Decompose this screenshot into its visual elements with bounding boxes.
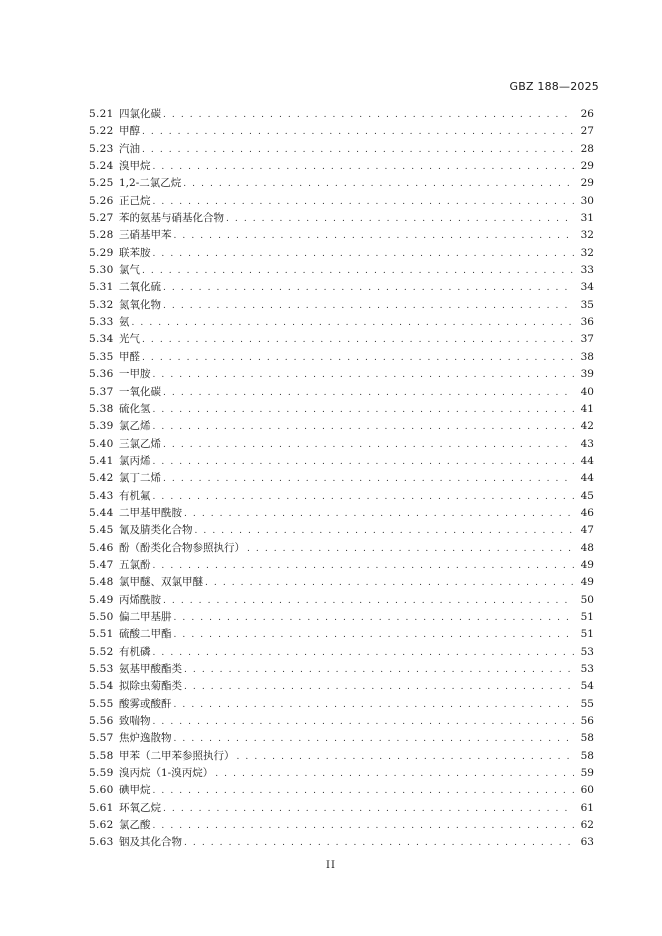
toc-entry-title: 二氧化硫	[119, 281, 161, 294]
toc-entry[interactable]	[89, 245, 594, 262]
toc-entry-title: 四氯化碳	[119, 108, 161, 120]
toc-dot-leader	[142, 142, 574, 159]
toc-entry-title: 氯丁二烯	[119, 472, 161, 485]
toc-dot-leader	[247, 541, 574, 558]
toc-entry-title: 汽油	[119, 142, 140, 155]
toc-entry[interactable]	[89, 331, 594, 348]
toc-entry-number: 5.37	[89, 385, 114, 398]
toc-entry-page: 63	[580, 836, 594, 849]
toc-entry-title: 氯丙烯	[119, 454, 151, 467]
toc-entry-number: 5.31	[89, 281, 114, 294]
toc-entry-title: 溴甲烷	[119, 160, 151, 173]
toc-entry-title: 致喘物	[119, 715, 151, 728]
toc-entry[interactable]	[89, 678, 594, 695]
toc-dot-leader	[195, 523, 575, 540]
toc-entry[interactable]	[89, 349, 594, 366]
toc-entry[interactable]	[89, 696, 594, 713]
toc-entry[interactable]	[89, 800, 594, 817]
toc-dot-leader	[153, 367, 575, 384]
toc-entry-title: 碘甲烷	[119, 784, 151, 797]
toc-dot-leader	[237, 749, 575, 766]
toc-entry-page: 38	[580, 350, 594, 363]
toc-entry-number: 5.26	[89, 194, 114, 207]
toc-entry-number: 5.24	[89, 160, 114, 173]
toc-entry[interactable]	[89, 470, 594, 487]
toc-entry[interactable]	[89, 609, 594, 626]
toc-entry-number: 5.36	[89, 368, 114, 381]
toc-entry-number: 5.39	[89, 420, 114, 433]
toc-entry-number: 5.63	[89, 836, 114, 849]
toc-entry-page: 39	[580, 368, 594, 381]
toc-dot-leader	[153, 246, 575, 263]
toc-entry[interactable]	[89, 522, 594, 539]
toc-dot-leader	[184, 679, 574, 696]
toc-entry-page: 61	[580, 801, 594, 814]
toc-dot-leader	[153, 402, 575, 419]
toc-entry[interactable]	[89, 141, 594, 158]
toc-entry[interactable]	[89, 488, 594, 505]
toc-entry-title: 氯甲醚、双氯甲醚	[119, 576, 203, 589]
toc-entry[interactable]	[89, 297, 594, 314]
toc-dot-leader	[153, 645, 575, 662]
toc-entry[interactable]	[89, 574, 594, 591]
toc-entry-number: 5.29	[89, 246, 114, 259]
toc-entry-page: 32	[580, 229, 594, 242]
toc-entry-title: 有机氟	[119, 489, 151, 502]
toc-entry-title: 酸雾或酸酐	[119, 697, 172, 710]
toc-entry[interactable]	[89, 314, 594, 331]
toc-entry-page: 30	[580, 194, 594, 207]
toc-dot-leader	[163, 593, 574, 610]
toc-entry-number: 5.43	[89, 489, 114, 502]
toc-entry[interactable]	[89, 193, 594, 210]
toc-entry-title: 三硝基甲苯	[119, 229, 172, 242]
toc-entry[interactable]	[89, 540, 594, 557]
toc-entry-number: 5.59	[89, 767, 114, 780]
toc-entry[interactable]	[89, 626, 594, 643]
toc-dot-leader	[174, 627, 575, 644]
toc-entry-title: 拟除虫菊酯类	[119, 680, 182, 693]
toc-entry[interactable]	[89, 175, 594, 192]
toc-entry-number: 5.34	[89, 333, 114, 346]
toc-entry[interactable]	[89, 661, 594, 678]
toc-entry-title: 氨	[119, 316, 130, 329]
toc-entry[interactable]	[89, 834, 594, 851]
toc-entry[interactable]	[89, 262, 594, 279]
toc-entry-page: 49	[580, 558, 594, 571]
toc-dot-leader	[153, 783, 575, 800]
toc-entry[interactable]	[89, 592, 594, 609]
toc-entry-title: 氯乙酸	[119, 819, 151, 832]
toc-entry-page: 37	[580, 333, 594, 346]
toc-dot-leader	[184, 506, 574, 523]
toc-entry[interactable]	[89, 436, 594, 453]
toc-entry[interactable]	[89, 644, 594, 661]
toc-entry-page: 34	[580, 281, 594, 294]
toc-entry-title: 有机磷	[119, 645, 151, 658]
toc-dot-leader	[163, 107, 574, 124]
toc-entry-title: 环氧乙烷	[119, 801, 161, 814]
toc-dot-leader	[142, 124, 574, 141]
toc-entry-title: 铟及其化合物	[119, 836, 182, 849]
toc-dot-leader	[163, 298, 574, 315]
toc-entry-number: 5.27	[89, 212, 114, 225]
toc-entry-page: 29	[580, 177, 594, 190]
toc-entry[interactable]	[89, 401, 594, 418]
toc-entry-title: 焦炉逸散物	[119, 732, 172, 745]
toc-entry-title: 氯气	[119, 264, 140, 277]
toc-entry[interactable]	[89, 279, 594, 296]
toc-entry-page: 54	[580, 680, 594, 693]
toc-dot-leader	[174, 610, 575, 627]
toc-entry-page: 33	[580, 264, 594, 277]
toc-entry-number: 5.46	[89, 541, 114, 554]
toc-entry-title: 硫酸二甲酯	[119, 628, 172, 641]
toc-entry-page: 31	[580, 212, 594, 225]
toc-entry-title: 氯乙烯	[119, 420, 151, 433]
toc-dot-leader	[184, 835, 574, 852]
toc-entry-title: 正己烷	[119, 194, 151, 207]
toc-entry-page: 46	[580, 506, 594, 519]
toc-dot-leader	[132, 315, 575, 332]
toc-entry-number: 5.30	[89, 264, 114, 277]
toc-entry-title: 酚（酚类化合物参照执行）	[119, 541, 245, 554]
toc-dot-leader	[184, 662, 574, 679]
toc-entry-page: 51	[580, 628, 594, 641]
toc-entry-number: 5.40	[89, 437, 114, 450]
toc-entry-title: 甲醛	[119, 350, 140, 363]
toc-entry-number: 5.57	[89, 732, 114, 745]
toc-dot-leader	[153, 194, 575, 211]
toc-entry-title: 一氧化碳	[119, 385, 161, 398]
toc-entry-number: 5.22	[89, 125, 114, 138]
toc-entry-page: 62	[580, 819, 594, 832]
toc-entry-number: 5.25	[89, 177, 114, 190]
toc-entry[interactable]	[89, 384, 594, 401]
toc-entry[interactable]	[89, 366, 594, 383]
toc-entry-number: 5.45	[89, 524, 114, 537]
toc-entry-page: 53	[580, 645, 594, 658]
toc-entry-page: 35	[580, 298, 594, 311]
toc-entry-page: 50	[580, 593, 594, 606]
toc-dot-leader	[174, 697, 575, 714]
toc-dot-leader	[183, 176, 574, 193]
toc-entry-number: 5.47	[89, 558, 114, 571]
toc-entry[interactable]	[89, 713, 594, 730]
toc-dot-leader	[205, 575, 574, 592]
toc-dot-leader	[215, 766, 574, 783]
toc-entry-page: 27	[580, 125, 594, 138]
toc-dot-leader	[153, 558, 575, 575]
toc-entry-page: 43	[580, 437, 594, 450]
toc-entry-number: 5.33	[89, 316, 114, 329]
toc-entry-title: 甲醇	[119, 125, 140, 138]
toc-entry-number: 5.38	[89, 402, 114, 415]
toc-entry-title: 氨基甲酸酯类	[119, 663, 182, 675]
toc-dot-leader	[142, 263, 574, 280]
toc-dot-leader	[142, 332, 574, 349]
toc-entry-number: 5.35	[89, 350, 114, 363]
toc-entry-page: 59	[580, 767, 594, 780]
toc-entry[interactable]	[89, 782, 594, 799]
toc-entry-title: 五氯酚	[119, 558, 151, 571]
toc-entry-title: 一甲胺	[119, 368, 151, 381]
toc-entry-page: 60	[580, 784, 594, 797]
toc-entry-title: 三氯乙烯	[119, 437, 161, 450]
toc-entry[interactable]	[89, 158, 594, 175]
toc-entry[interactable]	[89, 210, 594, 227]
toc-entry-page: 28	[580, 142, 594, 155]
toc-entry[interactable]	[89, 765, 594, 782]
toc-entry-title: 甲苯（二甲苯参照执行）	[119, 749, 235, 762]
toc-entry-number: 5.50	[89, 610, 114, 623]
toc-entry-title: 联苯胺	[119, 246, 151, 259]
toc-entry-page: 58	[580, 749, 594, 762]
toc-entry-page: 51	[580, 610, 594, 623]
toc-dot-leader	[153, 454, 575, 471]
toc-entry-page: 41	[580, 402, 594, 415]
toc-entry-page: 36	[580, 316, 594, 329]
toc-entry-number: 5.49	[89, 593, 114, 606]
toc-entry-number: 5.60	[89, 784, 114, 797]
toc-dot-leader	[163, 385, 574, 402]
toc-entry-title: 氮氧化物	[119, 298, 161, 311]
toc-entry-number: 5.23	[89, 142, 114, 155]
toc-entry-title: 苯的氨基与硝基化合物	[119, 212, 224, 225]
toc-entry[interactable]	[89, 505, 594, 522]
toc-entry-number: 5.54	[89, 680, 114, 693]
toc-entry-title: 丙烯酰胺	[119, 593, 161, 606]
toc-entry-title: 硫化氢	[119, 402, 151, 415]
toc-entry-number: 5.32	[89, 298, 114, 311]
toc-dot-leader	[153, 489, 575, 506]
toc-entry-number: 5.53	[89, 663, 114, 675]
toc-entry-number: 5.52	[89, 645, 114, 658]
toc-dot-leader	[163, 471, 574, 488]
toc-entry-number: 5.55	[89, 697, 114, 710]
toc-entry-page: 32	[580, 246, 594, 259]
toc-entry-page: 48	[580, 541, 594, 554]
page-number: II	[326, 860, 336, 871]
toc-entry-page: 26	[580, 108, 594, 120]
toc-entry-page: 44	[580, 472, 594, 485]
toc-dot-leader	[163, 280, 574, 297]
toc-entry[interactable]	[89, 106, 594, 123]
toc-dot-leader	[163, 801, 574, 818]
toc-entry-page: 42	[580, 420, 594, 433]
toc-entry[interactable]	[89, 557, 594, 574]
toc-entry-number: 5.21	[89, 108, 114, 120]
toc-entry[interactable]	[89, 730, 594, 747]
toc-entry-page: 56	[580, 715, 594, 728]
toc-entry[interactable]	[89, 453, 594, 470]
toc-entry-number: 5.42	[89, 472, 114, 485]
toc-entry-title: 氰及腈类化合物	[119, 524, 193, 537]
toc-entry-number: 5.51	[89, 628, 114, 641]
toc-entry[interactable]	[89, 418, 594, 435]
toc-dot-leader	[153, 419, 575, 436]
toc-entry[interactable]	[89, 817, 594, 834]
toc-entry-number: 5.48	[89, 576, 114, 589]
toc-entry-number: 5.28	[89, 229, 114, 242]
table-of-contents	[89, 106, 594, 852]
toc-entry-page: 58	[580, 732, 594, 745]
toc-entry-page: 47	[580, 524, 594, 537]
toc-dot-leader	[174, 731, 575, 748]
toc-entry-title: 光气	[119, 333, 140, 346]
toc-entry-page: 29	[580, 160, 594, 173]
toc-entry-title: 二甲基甲酰胺	[119, 506, 182, 519]
toc-dot-leader	[163, 437, 574, 454]
toc-entry-page: 55	[580, 697, 594, 710]
toc-entry[interactable]	[89, 123, 594, 140]
toc-dot-leader	[153, 818, 575, 835]
toc-entry-page: 45	[580, 489, 594, 502]
toc-entry-page: 53	[580, 663, 594, 675]
toc-entry-number: 5.44	[89, 506, 114, 519]
toc-dot-leader	[142, 350, 574, 367]
toc-dot-leader	[153, 714, 575, 731]
toc-dot-leader	[153, 159, 575, 176]
toc-entry-number: 5.61	[89, 801, 114, 814]
toc-entry[interactable]	[89, 748, 594, 765]
toc-entry-title: 溴丙烷（1-溴丙烷）	[119, 767, 214, 780]
toc-dot-leader	[174, 228, 575, 245]
toc-entry-title: 1,2-二氯乙烷	[119, 177, 182, 190]
toc-entry-title: 偏二甲基肼	[119, 610, 172, 623]
toc-entry-number: 5.62	[89, 819, 114, 832]
toc-entry-page: 49	[580, 576, 594, 589]
toc-entry-page: 40	[580, 385, 594, 398]
toc-entry-number: 5.58	[89, 749, 114, 762]
standard-code: GBZ 188—2025	[509, 80, 599, 93]
toc-entry-number: 5.56	[89, 715, 114, 728]
toc-entry[interactable]	[89, 227, 594, 244]
toc-dot-leader	[226, 211, 574, 228]
toc-entry-number: 5.41	[89, 454, 114, 467]
toc-entry-page: 44	[580, 454, 594, 467]
